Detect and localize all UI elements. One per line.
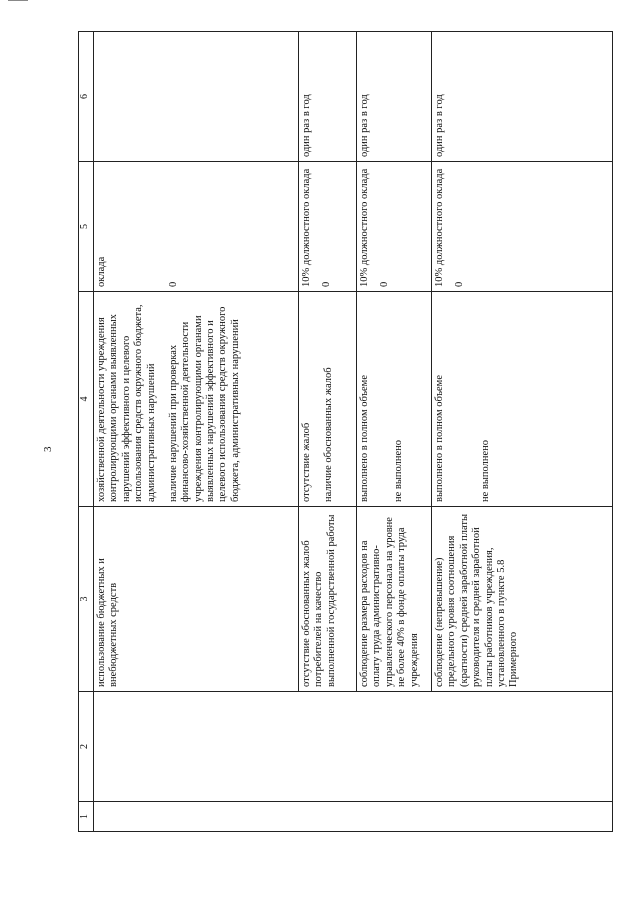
indicator-text: отсутствие жалоб	[301, 422, 312, 502]
period-cell: один раз в год	[299, 32, 357, 162]
page-number: 3	[42, 446, 54, 452]
amount-text: 0	[454, 281, 466, 287]
header-cell-1: 1	[79, 802, 94, 832]
criteria-table	[78, 31, 613, 832]
indicator-text: выполнено в полном объеме	[359, 375, 370, 502]
period-cell: один раз в год	[357, 32, 432, 162]
header-cell-3: 3	[79, 507, 94, 692]
header-cell-2: 2	[79, 692, 94, 802]
indicator-text: наличие нарушений при проверках финансово-хозяйственной деятельности учреждения контролирующими органами выявленных нарушений эффективного и целевого использования средств окружного бюджета, административных нарушений	[167, 306, 241, 502]
criterion-cell: соблюдение размера расходов на оплату труда административно-управленческого персонала на уровне не более 40% в фонде оплаты труда учреждения	[357, 507, 432, 692]
amount-cell	[357, 162, 432, 292]
indicator-text: не выполнено	[393, 439, 405, 502]
criterion-cell: соблюдение (непревышение) предельного уровня соотношения (кратности) средней заработной платы руководителя и средней заработной платы работников учреждения, установленного в пункте 5.8 Примерного	[432, 507, 613, 692]
amount-text: 0	[168, 281, 180, 287]
period-cell	[94, 32, 299, 162]
amount-text: 0	[379, 281, 391, 287]
header-row	[79, 32, 94, 832]
amount-text: 10% должностного оклада	[434, 168, 445, 287]
header-cell-4: 4	[79, 292, 94, 507]
cell-col2	[94, 692, 613, 802]
rotated-table-wrapper	[78, 32, 613, 832]
amount-cell	[299, 162, 357, 292]
indicator-text: хозяйственной деятельности учреждения контролирующими органами выявленных нарушений эффективного и целевого использования средств окружного бюджета, административных нарушений	[96, 304, 157, 502]
indicator-cell	[299, 292, 357, 507]
header-cell-6: 6	[79, 32, 94, 162]
amount-text: 0	[321, 281, 333, 287]
amount-text: 10% должностного оклада	[359, 168, 370, 287]
indicator-cell	[357, 292, 432, 507]
table-row	[94, 32, 299, 832]
amount-text: 10% должностного оклада	[301, 168, 312, 287]
indicator-text: выполнено в полном объеме	[434, 375, 445, 502]
cell-col1	[94, 802, 613, 832]
indicator-cell	[94, 292, 299, 507]
indicator-text: наличие обоснованных жалоб	[323, 367, 335, 502]
criterion-cell: использование бюджетных и внебюджетных средств	[94, 507, 299, 692]
indicator-text: не выполнено	[480, 439, 492, 502]
scan-corner-mark	[8, 0, 28, 4]
header-cell-5: 5	[79, 162, 94, 292]
amount-cell	[94, 162, 299, 292]
indicator-cell	[432, 292, 613, 507]
period-cell: один раз в год	[432, 32, 613, 162]
criterion-cell: отсутствие обоснованных жалоб потребителей на качество выполненной государственной работы	[299, 507, 357, 692]
amount-text: оклада	[96, 256, 107, 287]
amount-cell	[432, 162, 613, 292]
